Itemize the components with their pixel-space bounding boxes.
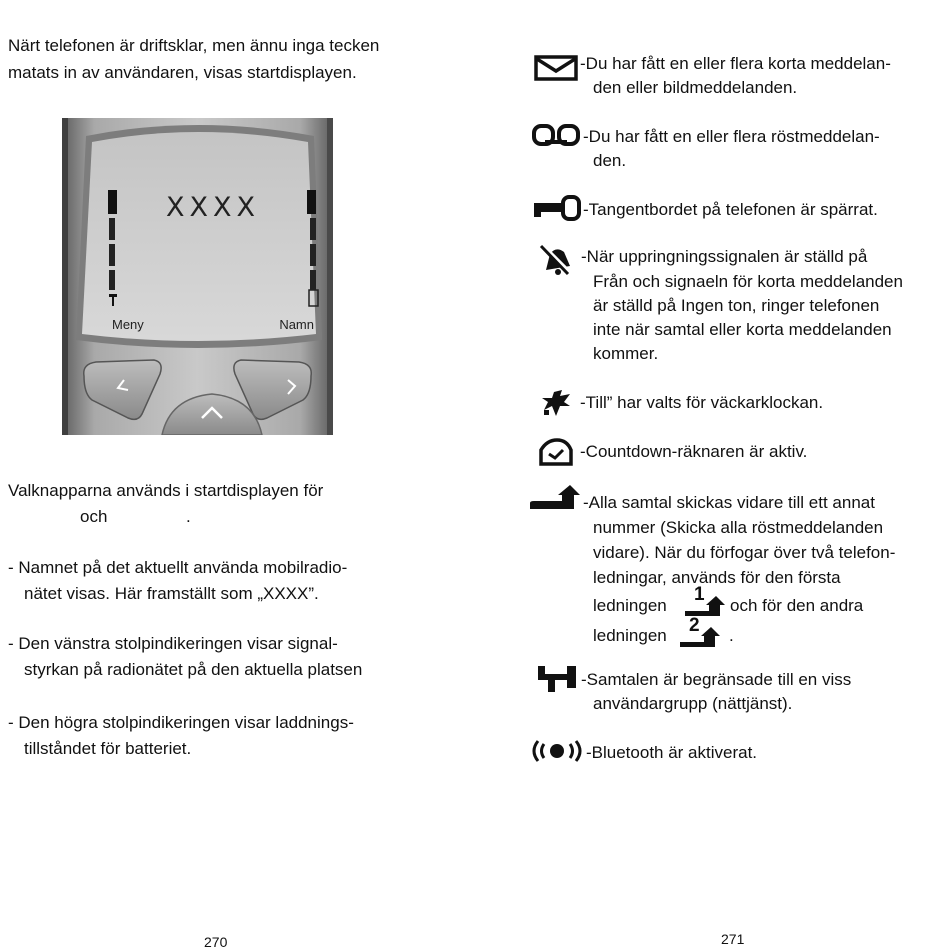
call-divert-text-line-3: vidare). När du förfogar över två telefon-: [593, 543, 896, 562]
softkeys-text-line-1: Valknapparna används i startdisplayen för: [8, 481, 324, 500]
intro-line-1: Närt telefonen är driftsklar, men ännu inga tecken: [8, 36, 380, 55]
closed-user-group-icon: [536, 664, 578, 698]
phone-illustration: [62, 118, 333, 435]
closed-user-group-text-line-1: -Samtalen är begränsade till en viss: [581, 670, 852, 689]
call-divert-line-2-icon: [678, 617, 724, 649]
voicemail-icon: [532, 124, 580, 146]
bullet-network-name-line-1: - Namnet på det aktuellt använda mobilradio-: [8, 558, 348, 577]
countdown-timer-icon: [537, 438, 575, 468]
ringer-off-text-line-4: inte när samtal eller korta meddelanden: [593, 320, 892, 339]
bluetooth-text: -Bluetooth är aktiverat.: [586, 743, 758, 762]
ringer-off-text-line-2: Från och signaeln för korta meddelanden: [593, 272, 903, 291]
page-number-left: 270: [204, 934, 228, 950]
bullet-battery-line-2: tillståndet för batteriet.: [24, 739, 192, 758]
line-2-suffix: .: [729, 626, 734, 645]
closed-user-group-text-line-2: användargrupp (nättjänst).: [593, 694, 793, 713]
softkeys-word-och: och: [80, 507, 108, 526]
intro-line-2: matats in av användaren, visas startdisplayen.: [8, 63, 357, 82]
key-lock-icon: [532, 195, 582, 221]
key-lock-text: -Tangentbordet på telefonen är spärrat.: [583, 200, 878, 219]
ringer-off-text-line-1: -När uppringningssignalen är ställd på: [581, 247, 868, 266]
envelope-text-line-1: -Du har fått en eller flera korta meddelan-: [580, 54, 891, 73]
bullet-signal-line-1: - Den vänstra stolpindikeringen visar signal-: [8, 634, 338, 653]
bluetooth-icon: [528, 738, 586, 764]
call-divert-text-line-4: ledningar, används för den första: [593, 568, 841, 587]
line-2-number: 2: [689, 615, 700, 636]
envelope-icon: [534, 55, 578, 81]
ringer-off-icon: [538, 240, 574, 276]
line-2-prefix: ledningen: [593, 626, 667, 645]
call-divert-icon: [528, 483, 582, 513]
countdown-text: -Countdown-räknaren är aktiv.: [580, 442, 808, 461]
softkey-right-label: Namn: [279, 317, 314, 332]
bullet-network-name-line-2: nätet visas. Här framställt som „XXXX”.: [24, 584, 319, 603]
ringer-off-text-line-5: kommer.: [593, 344, 659, 363]
voicemail-text-line-1: -Du har fått en eller flera röstmeddelan-: [583, 127, 880, 146]
line-1-prefix: ledningen: [593, 596, 667, 615]
page-number-right: 271: [721, 931, 745, 947]
envelope-text-line-2: den eller bildmeddelanden.: [593, 78, 798, 97]
bullet-signal-line-2: styrkan på radionätet på den aktuella platsen: [24, 660, 363, 679]
line-1-suffix: och för den andra: [730, 596, 864, 615]
softkey-left-label: Meny: [112, 317, 144, 332]
call-divert-text-line-2: nummer (Skicka alla röstmeddelanden: [593, 518, 884, 537]
alarm-clock-icon: [540, 388, 574, 418]
ringer-off-text-line-3: är ställd på Ingen ton, ringer telefonen: [593, 296, 880, 315]
call-divert-text-line-1: -Alla samtal skickas vidare till ett annat: [583, 493, 875, 512]
operator-name: XXXX: [166, 192, 260, 223]
alarm-clock-text: -Till” har valts för väckarklockan.: [580, 393, 824, 412]
voicemail-text-line-2: den.: [593, 151, 627, 170]
bullet-battery-line-1: - Den högra stolpindikeringen visar laddnings-: [8, 713, 354, 732]
line-1-number: 1: [694, 584, 705, 605]
softkeys-period: .: [186, 507, 191, 526]
